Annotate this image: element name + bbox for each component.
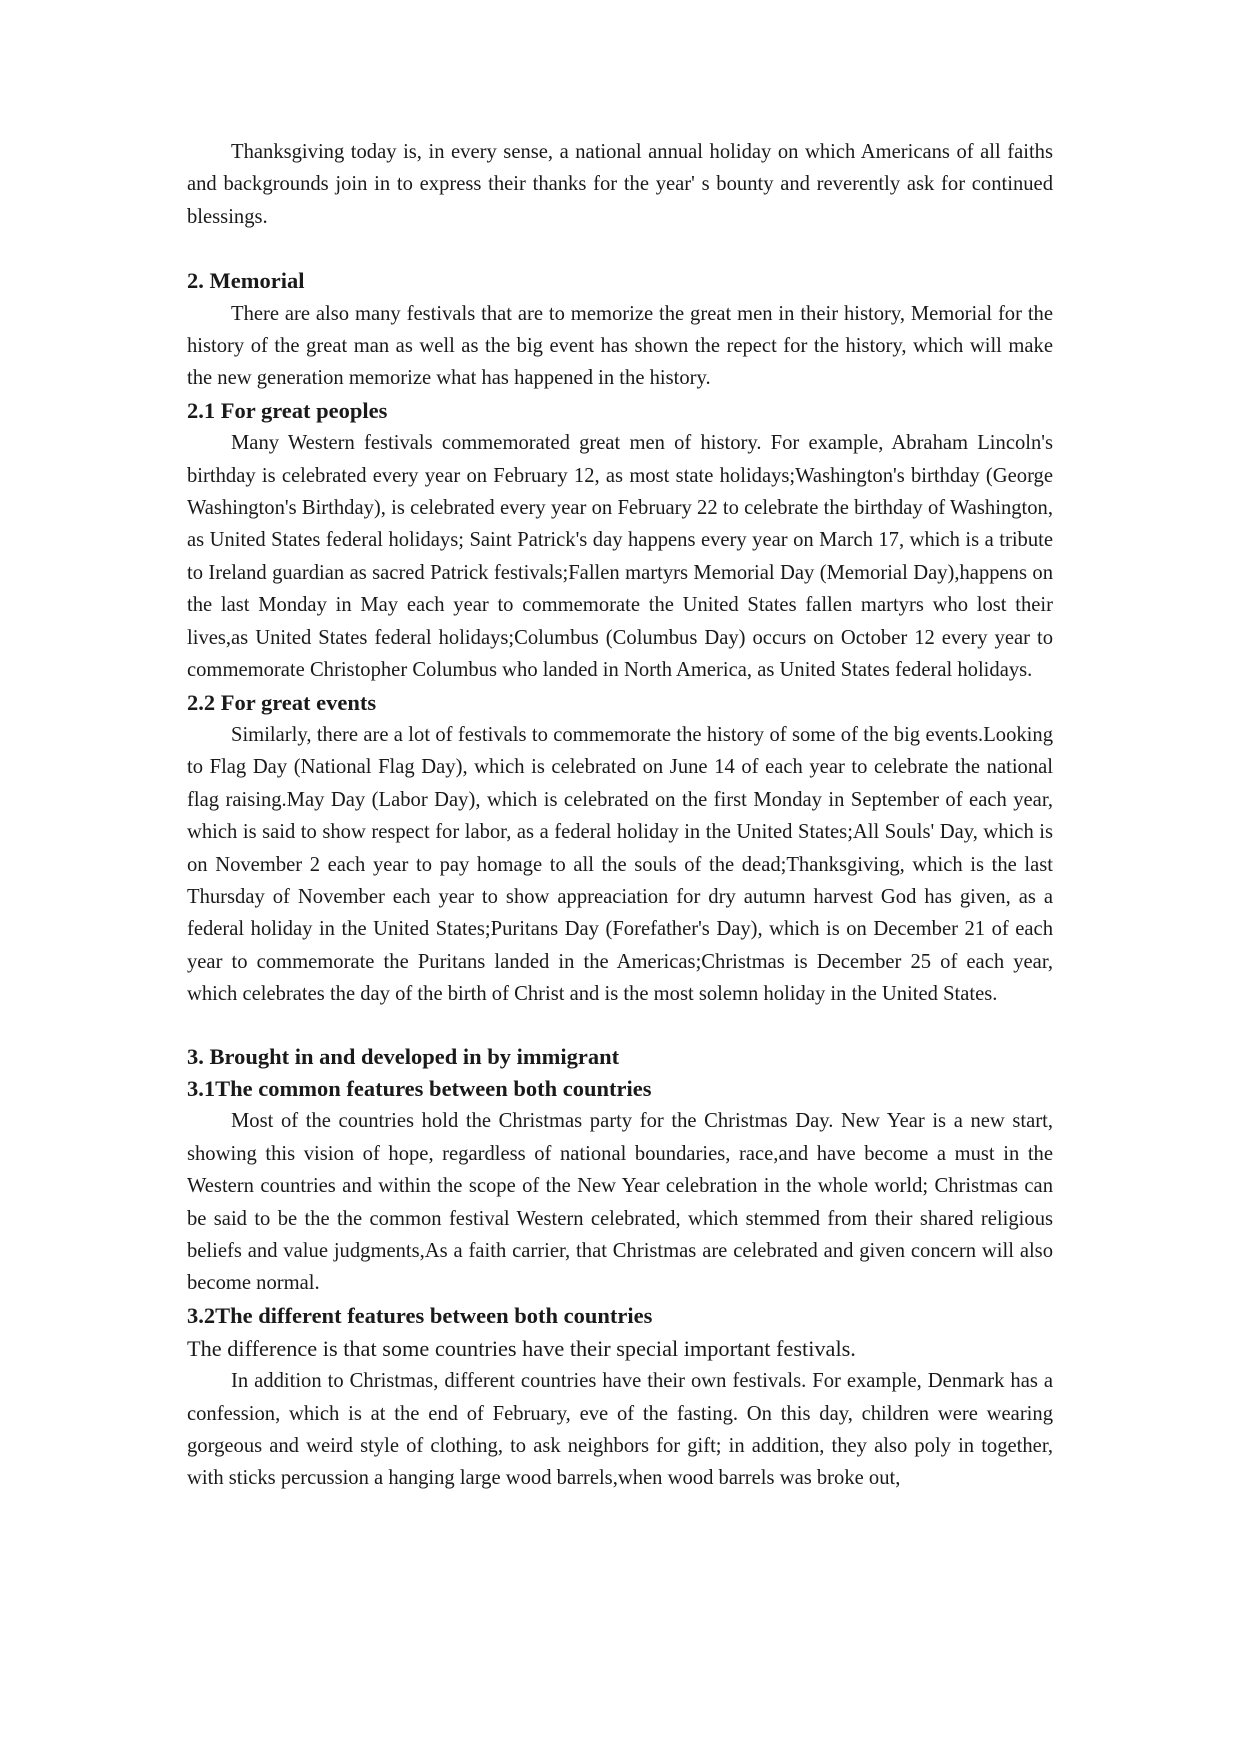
subsection-common-features-paragraph: Most of the countries hold the Christmas party for the Christmas Day. New Year is a new start, showing this vision of hope, regardless of national boundaries, race,and have become a must in the Western countries and within the scope of the New Year celebration in the whole world; Christmas can be said to be the the common festival Western celebrated, which stemmed from their shared religious beliefs and value judgments,As a faith carrier, that Christmas are celebrated and given concern will also become normal. bbox=[187, 1110, 1053, 1295]
document-page bbox=[187, 136, 1053, 1495]
spacer bbox=[187, 233, 1053, 265]
subsection-heading-common-features: 3.1The common features between both countries bbox=[187, 1075, 652, 1101]
subsection-heading-great-peoples: 2.1 For great peoples bbox=[187, 397, 388, 423]
section-memorial-paragraph: There are also many festivals that are to memorize the great men in their history, Memorial for the history of the great man as well as the big event has shown the repect for the history, which will make the new generation memorize what has happened in the history. bbox=[187, 302, 1053, 390]
subsection-great-peoples-paragraph: Many Western festivals commemorated great men of history. For example, Abraham Lincoln's birthday is celebrated every year on February 12, as most state holidays;Washington's birthday (George Washington's Birthday), is celebrated every year on February 22 to celebrate the birthday of Washington, as United States federal holidays; Saint Patrick's day happens every year on March 17, which is a tribute to Ireland guardian as sacred Patrick festivals;Fallen martyrs Memorial Day (Memorial Day),happens on the last Monday in May each year to commemorate the United States fallen martyrs who lost their lives,as United States federal holidays;Columbus (Columbus Day) occurs on October 12 every year to commemorate Christopher Columbus who landed in North America, as United States federal holidays. bbox=[187, 432, 1053, 682]
spacer bbox=[187, 1011, 1053, 1041]
section-heading-immigrant: 3. Brought in and developed in by immigrant bbox=[187, 1043, 620, 1069]
subsection-heading-different-features: 3.2The different features between both countries bbox=[187, 1302, 653, 1328]
intro-paragraph: Thanksgiving today is, in every sense, a national annual holiday on which Americans of all faiths and backgrounds join in to express their thanks for the year' s bounty and reverently ask for continued blessings. bbox=[187, 141, 1053, 228]
subsection-different-features-paragraph: In addition to Christmas, different countries have their own festivals. For example, Denmark has a confession, which is at the end of February, eve of the fasting. On this day, children were wearing gorgeous and weird style of clothing, to ask neighbors for gift; in addition, they also poly in together, with sticks percussion a hanging large wood barrels,when wood barrels was broke out, bbox=[187, 1370, 1053, 1490]
subsection-different-features-lead: The difference is that some countries have their special important festivals. bbox=[187, 1336, 856, 1362]
subsection-great-events-paragraph: Similarly, there are a lot of festivals to commemorate the history of some of the big events.Looking to Flag Day (National Flag Day), which is celebrated on June 14 of each year to celebrate the national flag raising.May Day (Labor Day), which is celebrated on the first Monday in September of each year, which is said to show respect for labor, as a federal holiday in the United States;All Souls' Day, which is on November 2 each year to pay homage to all the souls of the dead;Thanksgiving, which is the last Thursday of November each year to show appreaciation for dry autumn harvest God has given, as a federal holiday in the United States;Puritans Day (Forefather's Day), which is on December 21 of each year to commemorate the Puritans landed in the Americas;Christmas is December 25 of each year, which celebrates the day of the birth of Christ and is the most solemn holiday in the United States. bbox=[187, 723, 1053, 1006]
subsection-heading-great-events: 2.2 For great events bbox=[187, 689, 377, 715]
section-heading-memorial: 2. Memorial bbox=[187, 268, 305, 294]
